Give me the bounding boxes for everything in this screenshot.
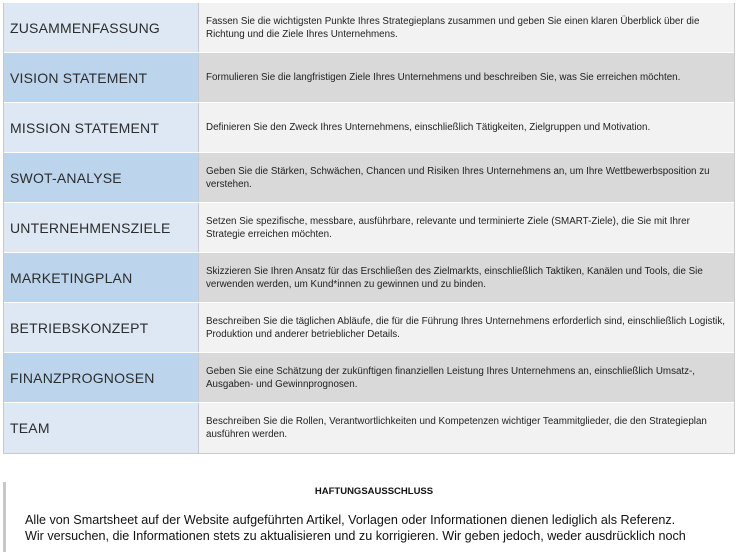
table-row bbox=[4, 153, 734, 203]
row-description: Beschreiben Sie die täglichen Abläufe, die für die Führung Ihres Unternehmens erforderlich sind, einschließlich Logistik, Produktion und anderer betrieblicher Details. bbox=[199, 303, 734, 352]
disclaimer-body bbox=[25, 512, 730, 544]
disclaimer-box bbox=[3, 482, 733, 552]
row-label: FINANZPROGNOSEN bbox=[4, 353, 199, 402]
row-description: Definieren Sie den Zweck Ihres Unternehmens, einschließlich Tätigkeiten, Zielgruppen und Motivation. bbox=[199, 103, 734, 152]
disclaimer-line: Alle von Smartsheet auf der Website aufgeführten Artikel, Vorlagen oder Informationen dienen lediglich als Referenz. bbox=[25, 513, 676, 527]
row-label: VISION STATEMENT bbox=[4, 53, 199, 102]
row-description: Fassen Sie die wichtigsten Punkte Ihres Strategieplans zusammen und geben Sie einen klaren Überblick über die Richtung und die Ziele Ihres Unternehmens. bbox=[199, 3, 734, 52]
row-label: MARKETINGPLAN bbox=[4, 253, 199, 302]
strategy-plan-table bbox=[3, 3, 735, 454]
row-label: MISSION STATEMENT bbox=[4, 103, 199, 152]
row-description: Setzen Sie spezifische, messbare, ausführbare, relevante und terminierte Ziele (SMART-Ziele), die Sie mit Ihrer Strategie erreichen möchten. bbox=[199, 203, 734, 252]
row-label: ZUSAMMENFASSUNG bbox=[4, 3, 199, 52]
disclaimer-title: HAFTUNGSAUSSCHLUSS bbox=[314, 486, 434, 497]
row-label: BETRIEBSKONZEPT bbox=[4, 303, 199, 352]
row-description: Geben Sie eine Schätzung der zukünftigen finanziellen Leistung Ihres Unternehmens an, einschließlich Umsatz-, Ausgaben- und Gewinnprognosen. bbox=[199, 353, 734, 402]
table-row bbox=[4, 253, 734, 303]
table-row bbox=[4, 103, 734, 153]
row-label: UNTERNEHMENSZIELE bbox=[4, 203, 199, 252]
row-description: Beschreiben Sie die Rollen, Verantwortlichkeiten und Kompetenzen wichtiger Teammitglieder, die den Strategieplan ausführen werden. bbox=[199, 403, 734, 453]
table-row bbox=[4, 203, 734, 253]
row-label: SWOT-ANALYSE bbox=[4, 153, 199, 202]
table-row bbox=[4, 3, 734, 53]
row-label: TEAM bbox=[4, 403, 199, 453]
row-description: Skizzieren Sie Ihren Ansatz für das Erschließen des Zielmarkts, einschließlich Taktiken, Kanälen und Tools, die Sie verwenden werden, um Kund*innen zu gewinnen und zu binden. bbox=[199, 253, 734, 302]
table-row bbox=[4, 353, 734, 403]
table-row bbox=[4, 53, 734, 103]
row-description: Geben Sie die Stärken, Schwächen, Chancen und Risiken Ihres Unternehmens an, um Ihre Wettbewerbsposition zu verstehen. bbox=[199, 153, 734, 202]
table-row bbox=[4, 403, 734, 453]
disclaimer-line: Wir versuchen, die Informationen stets zu aktualisieren und zu korrigieren. Wir geben jedoch, weder ausdrücklich noch bbox=[25, 529, 686, 543]
table-row bbox=[4, 303, 734, 353]
row-description: Formulieren Sie die langfristigen Ziele Ihres Unternehmens und beschreiben Sie, was Sie erreichen möchten. bbox=[199, 53, 734, 102]
